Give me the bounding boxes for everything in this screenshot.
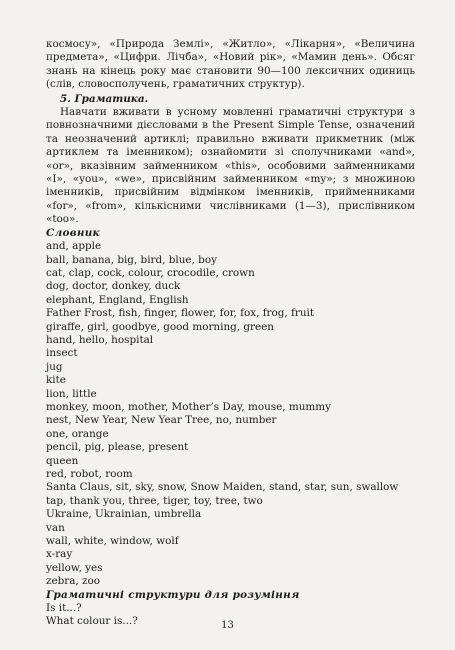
vocabulary-line: pencil, pig, please, present bbox=[46, 441, 189, 454]
vocabulary-line: wall, white, window, wolf bbox=[46, 535, 179, 548]
vocabulary-line: Father Frost, fish, finger, flower, for, fox, frog, fruit bbox=[46, 307, 315, 320]
vocabulary-line: one, orange bbox=[46, 427, 109, 440]
vocabulary-list bbox=[46, 240, 415, 589]
structure-line: Is it...? bbox=[46, 602, 82, 615]
vocabulary-line: Ukraine, Ukrainian, umbrella bbox=[46, 508, 202, 521]
vocabulary-line: nest, New Year, New Year Tree, no, number bbox=[46, 414, 277, 427]
vocabulary-line: and, apple bbox=[46, 240, 102, 253]
section-heading: 5. Граматика. bbox=[60, 92, 149, 105]
grammar-paragraph: Навчати вживати в усному мовленні граматичні структури з повнозначними дієсловами в the Present Simple Tense, означений та неозначений артиклі; правильно вживати прикметник (між артиклем та іменником); ознайомити зі сполучниками «and», «or», вказівним займенником «this», особовими займенниками «I», «you», «we», присвійним займенником «my»; з множиною іменників, присвійним відмінком іменників, прийменниками «for», «from», кількісними числівниками (1—3), прислівником «too». bbox=[46, 106, 415, 226]
vocabulary-line: kite bbox=[46, 374, 66, 387]
vocabulary-line: giraffe, girl, goodbye, good morning, green bbox=[46, 320, 275, 333]
vocabulary-line: x-ray bbox=[46, 548, 73, 561]
vocabulary-line: ball, banana, big, bird, blue, boy bbox=[46, 253, 217, 266]
vocabulary-line: zebra, zoo bbox=[46, 575, 101, 588]
vocabulary-line: red, robot, room bbox=[46, 468, 133, 480]
structures-heading: Граматичні структури для розуміння bbox=[46, 588, 300, 601]
vocabulary-line: yellow, yes bbox=[46, 561, 103, 574]
vocabulary-line: queen bbox=[46, 454, 79, 467]
vocabulary-line: monkey, moon, mother, Mother’s Day, mouse, mummy bbox=[46, 400, 332, 413]
vocabulary-line: Santa Claus, sit, sky, snow, Snow Maiden, stand, star, sun, swallow bbox=[46, 481, 399, 494]
vocabulary-line: van bbox=[46, 521, 65, 534]
vocabulary-line: dog, doctor, donkey, duck bbox=[46, 280, 181, 293]
vocabulary-line: cat, clap, cock, colour, crocodile, crown bbox=[46, 266, 255, 279]
vocabulary-line: hand, hello, hospital bbox=[46, 333, 154, 346]
vocabulary-heading: Словник bbox=[46, 226, 100, 239]
vocabulary-line: elephant, England, English bbox=[46, 293, 189, 306]
vocabulary-line: tap, thank you, three, tiger, toy, tree, two bbox=[46, 494, 263, 507]
vocabulary-line: lion, little bbox=[46, 387, 97, 400]
page-number: 13 bbox=[221, 620, 234, 631]
vocabulary-line: jug bbox=[46, 360, 63, 373]
structure-line: What colour is...? bbox=[46, 615, 138, 628]
intro-paragraph: космосу», «Природа Землі», «Житло», «Лікарня», «Величина предмета», «Цифри. Лічба», «Новий рік», «Мамин день». Обсяг знань на кінець року має становити 90—100 лексичних одиниць (слів, словосполучень, граматичних структур). bbox=[46, 38, 415, 91]
vocabulary-line: insect bbox=[46, 347, 78, 360]
